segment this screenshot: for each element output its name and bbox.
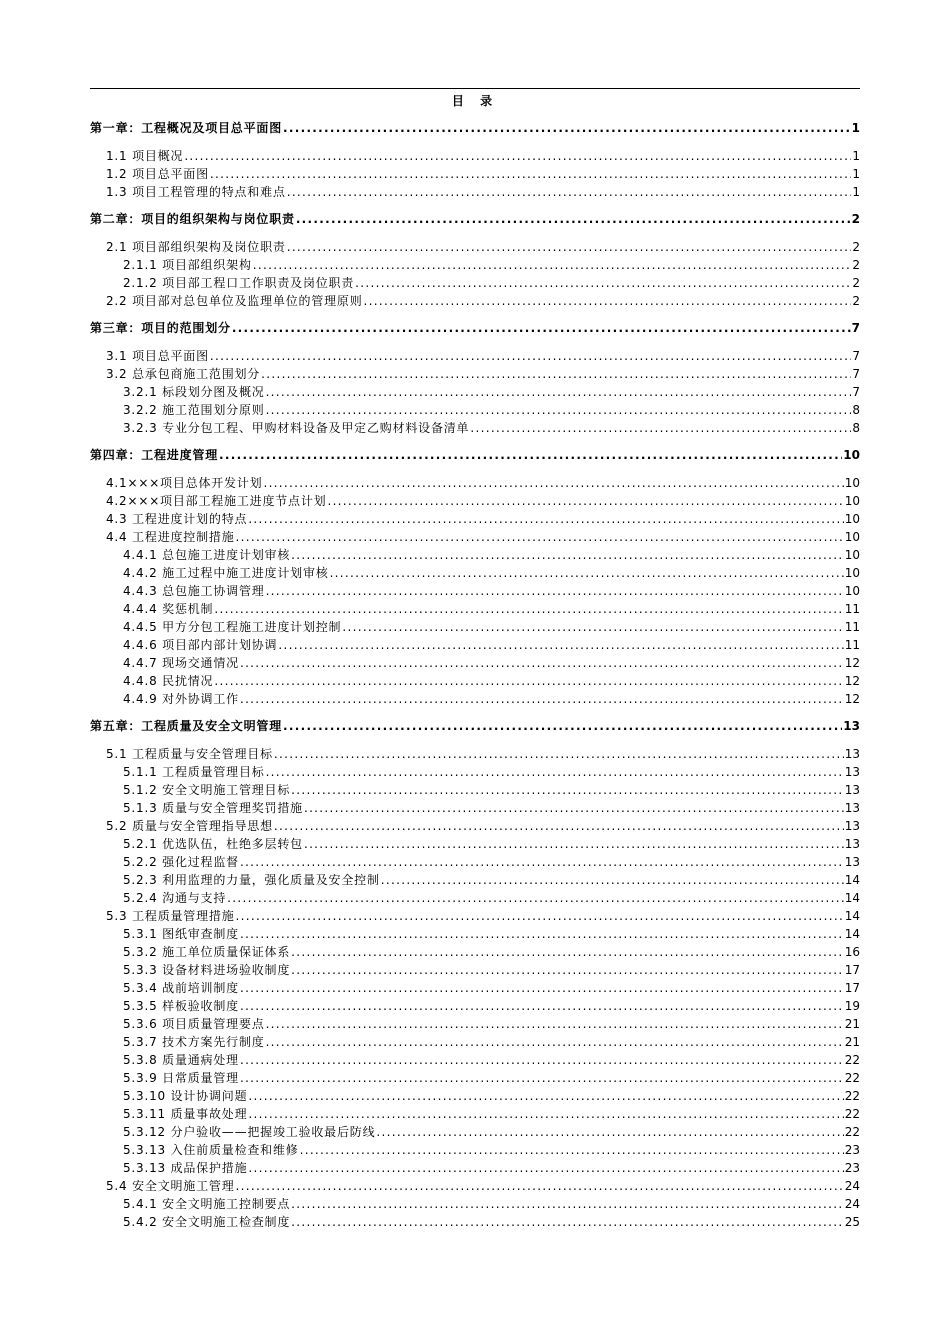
toc-page-number: 2 xyxy=(852,276,860,290)
toc-entry[interactable] xyxy=(90,1051,860,1069)
toc-entry-title: 1.1 项目概况 xyxy=(106,149,184,163)
toc-entry-title: 4.1×××项目总体开发计划 xyxy=(106,476,263,490)
toc-entry[interactable] xyxy=(90,745,860,763)
dot-leader xyxy=(296,209,851,229)
dot-leader xyxy=(232,318,851,338)
dot-leader xyxy=(240,654,844,672)
toc-entry[interactable] xyxy=(90,889,860,907)
toc-page-number: 7 xyxy=(852,349,860,363)
toc-page-number: 21 xyxy=(844,1017,860,1031)
dot-leader xyxy=(248,510,843,528)
dot-leader xyxy=(266,401,852,419)
toc-page-number: 14 xyxy=(844,927,860,941)
toc-page-number: 13 xyxy=(844,855,860,869)
toc-page-number: 1 xyxy=(851,121,860,135)
toc-entry[interactable] xyxy=(90,1177,860,1195)
toc-entry-title: 5.4.2 安全文明施工检查制度 xyxy=(123,1215,291,1229)
toc-chapter-entry[interactable] xyxy=(90,209,860,229)
toc-entry[interactable] xyxy=(90,763,860,781)
dot-leader xyxy=(327,492,843,510)
toc-entry[interactable] xyxy=(90,401,860,419)
toc-page-number: 25 xyxy=(844,1215,860,1229)
dot-leader xyxy=(330,564,844,582)
toc-page-number: 8 xyxy=(852,421,860,435)
dot-leader xyxy=(214,672,843,690)
toc-entry[interactable] xyxy=(90,943,860,961)
toc-entry-title: 5.1 工程质量与安全管理目标 xyxy=(106,747,273,761)
toc-page-number: 22 xyxy=(844,1125,860,1139)
dot-leader xyxy=(300,1141,844,1159)
toc-page-number: 7 xyxy=(851,321,860,335)
dot-leader xyxy=(261,365,851,383)
dot-leader xyxy=(210,165,851,183)
dot-leader xyxy=(381,871,844,889)
dot-leader xyxy=(291,1195,844,1213)
toc-entry-title: 3.2.2 施工范围划分原则 xyxy=(123,403,265,417)
toc-entry-title: 5.1.3 质量与安全管理奖罚措施 xyxy=(123,801,303,815)
toc-entry[interactable] xyxy=(90,256,860,274)
toc-entry[interactable] xyxy=(90,979,860,997)
dot-leader xyxy=(248,1087,843,1105)
toc-entry-title: 4.4.1 总包施工进度计划审核 xyxy=(123,548,291,562)
toc-entry[interactable] xyxy=(90,1159,860,1177)
toc-page-number: 10 xyxy=(844,584,860,598)
toc-entry-title: 3.2 总承包商施工范围划分 xyxy=(106,367,261,381)
toc-page-number: 13 xyxy=(844,819,860,833)
toc-entry-title: 5.3.12 分户验收——把握竣工验收最后防线 xyxy=(123,1125,376,1139)
toc-entry-title: 3.2.1 标段划分图及概况 xyxy=(123,385,265,399)
toc-entry[interactable] xyxy=(90,690,860,708)
toc-entry-title: 2.1.2 项目部工程口工作职责及岗位职责 xyxy=(123,276,355,290)
dot-leader xyxy=(236,528,844,546)
toc-entry-title: 4.2×××项目部工程施工进度节点计划 xyxy=(106,494,327,508)
toc-entry[interactable] xyxy=(90,1015,860,1033)
toc-entry-title: 4.3 工程进度计划的特点 xyxy=(106,512,248,526)
dot-leader xyxy=(304,799,844,817)
toc-page-number: 11 xyxy=(844,602,860,616)
dot-leader xyxy=(236,1177,844,1195)
dot-leader xyxy=(283,118,851,138)
toc-entry-title: 4.4.8 民扰情况 xyxy=(123,674,214,688)
dot-leader xyxy=(342,618,843,636)
toc-page-number: 13 xyxy=(844,801,860,815)
toc-page-number: 19 xyxy=(844,999,860,1013)
toc-entry[interactable] xyxy=(90,528,860,546)
dot-leader xyxy=(253,256,852,274)
toc-entry-title: 5.3 工程质量管理措施 xyxy=(106,909,235,923)
toc-entry[interactable] xyxy=(90,365,860,383)
toc-entry-title: 5.3.1 图纸审查制度 xyxy=(123,927,239,941)
dot-leader xyxy=(266,383,852,401)
toc-entry-title: 1.2 项目总平面图 xyxy=(106,167,209,181)
dot-leader xyxy=(291,1213,844,1231)
toc-entry-title: 5.3.4 战前培训制度 xyxy=(123,981,239,995)
toc-entry-title: 4.4.6 项目部内部计划协调 xyxy=(123,638,278,652)
toc-entry[interactable] xyxy=(90,546,860,564)
toc-page-number: 11 xyxy=(844,638,860,652)
toc-entry-title: 第三章：项目的范围划分 xyxy=(90,321,231,335)
toc-page-number: 1 xyxy=(852,185,860,199)
dot-leader xyxy=(304,835,844,853)
dot-leader xyxy=(263,474,843,492)
dot-leader xyxy=(240,979,844,997)
toc-entry-title: 5.4 安全文明施工管理 xyxy=(106,1179,235,1193)
toc-chapter-entry[interactable] xyxy=(90,716,860,736)
toc-entry[interactable] xyxy=(90,799,860,817)
toc-entry[interactable] xyxy=(90,654,860,672)
dot-leader xyxy=(266,1015,844,1033)
toc-page-number: 10 xyxy=(844,530,860,544)
toc-entry[interactable] xyxy=(90,1069,860,1087)
toc-page-number: 10 xyxy=(844,566,860,580)
toc-entry-title: 4.4.3 总包施工协调管理 xyxy=(123,584,265,598)
dot-leader xyxy=(291,961,844,979)
toc-entry-title: 第五章：工程质量及安全文明管理 xyxy=(90,719,283,733)
toc-page-number: 10 xyxy=(844,494,860,508)
toc-page-number: 24 xyxy=(844,1197,860,1211)
toc-page-number: 2 xyxy=(852,294,860,308)
toc-page-number: 10 xyxy=(844,548,860,562)
dot-leader xyxy=(287,183,852,201)
toc-entry[interactable] xyxy=(90,165,860,183)
toc-entry-title: 4.4.5 甲方分包工程施工进度计划控制 xyxy=(123,620,342,634)
toc-page-number: 12 xyxy=(844,656,860,670)
toc-entry[interactable] xyxy=(90,492,860,510)
toc-entry[interactable] xyxy=(90,1087,860,1105)
toc-page-number: 10 xyxy=(843,448,860,462)
toc-page-number: 22 xyxy=(844,1053,860,1067)
toc-entry-title: 5.2.4 沟通与支持 xyxy=(123,891,227,905)
toc-entry-title: 5.3.11 质量事故处理 xyxy=(123,1107,248,1121)
toc-entry-title: 5.3.5 样板验收制度 xyxy=(123,999,239,1013)
toc-entry[interactable] xyxy=(90,474,860,492)
toc-entry[interactable] xyxy=(90,871,860,889)
toc-page-number: 24 xyxy=(844,1179,860,1193)
toc-entry[interactable] xyxy=(90,1105,860,1123)
toc-page-number: 14 xyxy=(844,891,860,905)
toc-page-number: 13 xyxy=(844,765,860,779)
toc-entry-title: 1.3 项目工程管理的特点和难点 xyxy=(106,185,286,199)
toc-page-number: 21 xyxy=(844,1035,860,1049)
toc-entry[interactable] xyxy=(90,383,860,401)
toc-entry-title: 3.2.3 专业分包工程、甲购材料设备及甲定乙购材料设备清单 xyxy=(123,421,470,435)
toc-page-number: 12 xyxy=(844,692,860,706)
toc-page-number: 8 xyxy=(852,403,860,417)
toc-entry-title: 5.2.1 优选队伍，杜绝多层转包 xyxy=(123,837,303,851)
dot-leader xyxy=(266,1033,844,1051)
toc-entry-title: 5.3.7 技术方案先行制度 xyxy=(123,1035,265,1049)
dot-leader xyxy=(266,763,844,781)
toc-entry-title: 3.1 项目总平面图 xyxy=(106,349,209,363)
toc-entry-title: 5.3.2 施工单位质量保证体系 xyxy=(123,945,291,959)
toc-entry[interactable] xyxy=(90,1213,860,1231)
toc-entry[interactable] xyxy=(90,600,860,618)
toc-entry[interactable] xyxy=(90,564,860,582)
toc-page-number: 14 xyxy=(844,873,860,887)
dot-leader xyxy=(278,636,843,654)
header-rule xyxy=(90,88,860,89)
dot-leader xyxy=(248,1159,843,1177)
toc-entry[interactable] xyxy=(90,1141,860,1159)
dot-leader xyxy=(240,853,844,871)
toc-entry[interactable] xyxy=(90,183,860,201)
toc-entry[interactable] xyxy=(90,817,860,835)
toc-page-number: 2 xyxy=(852,258,860,272)
toc-entry-title: 第二章：项目的组织架构与岗位职责 xyxy=(90,212,295,226)
toc-page-number: 2 xyxy=(852,240,860,254)
toc-entry-title: 2.1.1 项目部组织架构 xyxy=(123,258,252,272)
toc-entry[interactable] xyxy=(90,419,860,437)
dot-leader xyxy=(364,292,852,310)
dot-leader xyxy=(291,781,844,799)
toc-entry-title: 5.1.1 工程质量管理目标 xyxy=(123,765,265,779)
dot-leader xyxy=(240,997,844,1015)
dot-leader xyxy=(274,817,844,835)
dot-leader xyxy=(283,716,842,736)
toc-page-number: 22 xyxy=(844,1107,860,1121)
dot-leader xyxy=(266,582,844,600)
toc-entry-title: 5.2.3 利用监理的力量，强化质量及安全控制 xyxy=(123,873,380,887)
toc-page-number: 17 xyxy=(844,963,860,977)
toc-page-number: 2 xyxy=(851,212,860,226)
toc-entry[interactable] xyxy=(90,835,860,853)
toc-page-number: 13 xyxy=(844,783,860,797)
toc-page-number: 13 xyxy=(843,719,860,733)
toc-entry[interactable] xyxy=(90,961,860,979)
toc-page-number: 1 xyxy=(852,149,860,163)
toc-entry[interactable] xyxy=(90,1123,860,1141)
toc-entry[interactable] xyxy=(90,925,860,943)
toc-entry-title: 5.4.1 安全文明施工控制要点 xyxy=(123,1197,291,1211)
toc-entry[interactable] xyxy=(90,672,860,690)
dot-leader xyxy=(240,690,844,708)
toc-entry[interactable] xyxy=(90,997,860,1015)
toc-entry-title: 5.3.9 日常质量管理 xyxy=(123,1071,239,1085)
toc-chapter-entry[interactable] xyxy=(90,318,860,338)
toc-entry-title: 5.3.13 入住前质量检查和维修 xyxy=(123,1143,299,1157)
toc-page-number: 10 xyxy=(844,512,860,526)
toc-page-number: 12 xyxy=(844,674,860,688)
toc-chapter-entry[interactable] xyxy=(90,445,860,465)
toc-page-number: 10 xyxy=(844,476,860,490)
toc-entry[interactable] xyxy=(90,907,860,925)
toc-entry[interactable] xyxy=(90,636,860,654)
toc-entry-title: 5.3.6 项目质量管理要点 xyxy=(123,1017,265,1031)
toc-entry-title: 5.3.8 质量通病处理 xyxy=(123,1053,239,1067)
toc-page-number: 23 xyxy=(844,1161,860,1175)
dot-leader xyxy=(248,1105,843,1123)
toc-entry-title: 4.4 工程进度控制措施 xyxy=(106,530,235,544)
toc-page-number: 17 xyxy=(844,981,860,995)
toc-entry-title: 5.1.2 安全文明施工管理目标 xyxy=(123,783,291,797)
toc-page-number: 1 xyxy=(852,167,860,181)
dot-leader xyxy=(291,943,844,961)
toc-entry-title: 5.3.3 设备材料进场验收制度 xyxy=(123,963,291,977)
toc-entry-title: 第一章：工程概况及项目总平面图 xyxy=(90,121,283,135)
toc-entry-title: 2.2 项目部对总包单位及监理单位的管理原则 xyxy=(106,294,363,308)
toc-entry[interactable] xyxy=(90,853,860,871)
toc-page-number: 22 xyxy=(844,1089,860,1103)
toc-entry[interactable] xyxy=(90,347,860,365)
dot-leader xyxy=(376,1123,843,1141)
dot-leader xyxy=(240,1051,844,1069)
dot-leader xyxy=(470,419,851,437)
toc-entry[interactable] xyxy=(90,781,860,799)
toc-entry-title: 5.3.10 设计协调问题 xyxy=(123,1089,248,1103)
toc-page-number: 14 xyxy=(844,909,860,923)
toc-entry-title: 4.4.9 对外协调工作 xyxy=(123,692,239,706)
dot-leader xyxy=(210,347,851,365)
dot-leader xyxy=(291,546,844,564)
toc-entry[interactable] xyxy=(90,147,860,165)
toc-entry[interactable] xyxy=(90,1195,860,1213)
toc-chapter-entry[interactable] xyxy=(90,118,860,138)
dot-leader xyxy=(236,907,844,925)
toc-entry[interactable] xyxy=(90,582,860,600)
toc-entry-title: 4.4.4 奖惩机制 xyxy=(123,602,214,616)
toc-page-number: 13 xyxy=(844,747,860,761)
toc-page-number: 7 xyxy=(852,367,860,381)
toc-entry[interactable] xyxy=(90,1033,860,1051)
toc-page-number: 16 xyxy=(844,945,860,959)
dot-leader xyxy=(274,745,844,763)
dot-leader xyxy=(184,147,851,165)
toc-entry-title: 5.3.13 成品保护措施 xyxy=(123,1161,248,1175)
toc-entry[interactable] xyxy=(90,510,860,528)
toc-page-number: 23 xyxy=(844,1143,860,1157)
toc-entry[interactable] xyxy=(90,238,860,256)
dot-leader xyxy=(219,445,842,465)
dot-leader xyxy=(355,274,851,292)
toc-entry[interactable] xyxy=(90,274,860,292)
dot-leader xyxy=(227,889,844,907)
toc-page-number: 13 xyxy=(844,837,860,851)
dot-leader xyxy=(287,238,852,256)
toc-entry[interactable] xyxy=(90,618,860,636)
toc-entry-title: 4.4.7 现场交通情况 xyxy=(123,656,239,670)
dot-leader xyxy=(240,1069,844,1087)
toc-entry-title: 2.1 项目部组织架构及岗位职责 xyxy=(106,240,286,254)
toc-entry-title: 5.2.2 强化过程监督 xyxy=(123,855,239,869)
dot-leader xyxy=(240,925,844,943)
toc-page-number: 11 xyxy=(844,620,860,634)
toc-title: 目 录 xyxy=(451,94,499,108)
toc-page-number: 22 xyxy=(844,1071,860,1085)
toc-entry-title: 4.4.2 施工过程中施工进度计划审核 xyxy=(123,566,329,580)
toc-entry-title: 第四章：工程进度管理 xyxy=(90,448,219,462)
toc-page-number: 7 xyxy=(852,385,860,399)
toc-entry-title: 5.2 质量与安全管理指导思想 xyxy=(106,819,273,833)
toc-entry[interactable] xyxy=(90,292,860,310)
dot-leader xyxy=(214,600,843,618)
table-of-contents xyxy=(90,118,860,1231)
